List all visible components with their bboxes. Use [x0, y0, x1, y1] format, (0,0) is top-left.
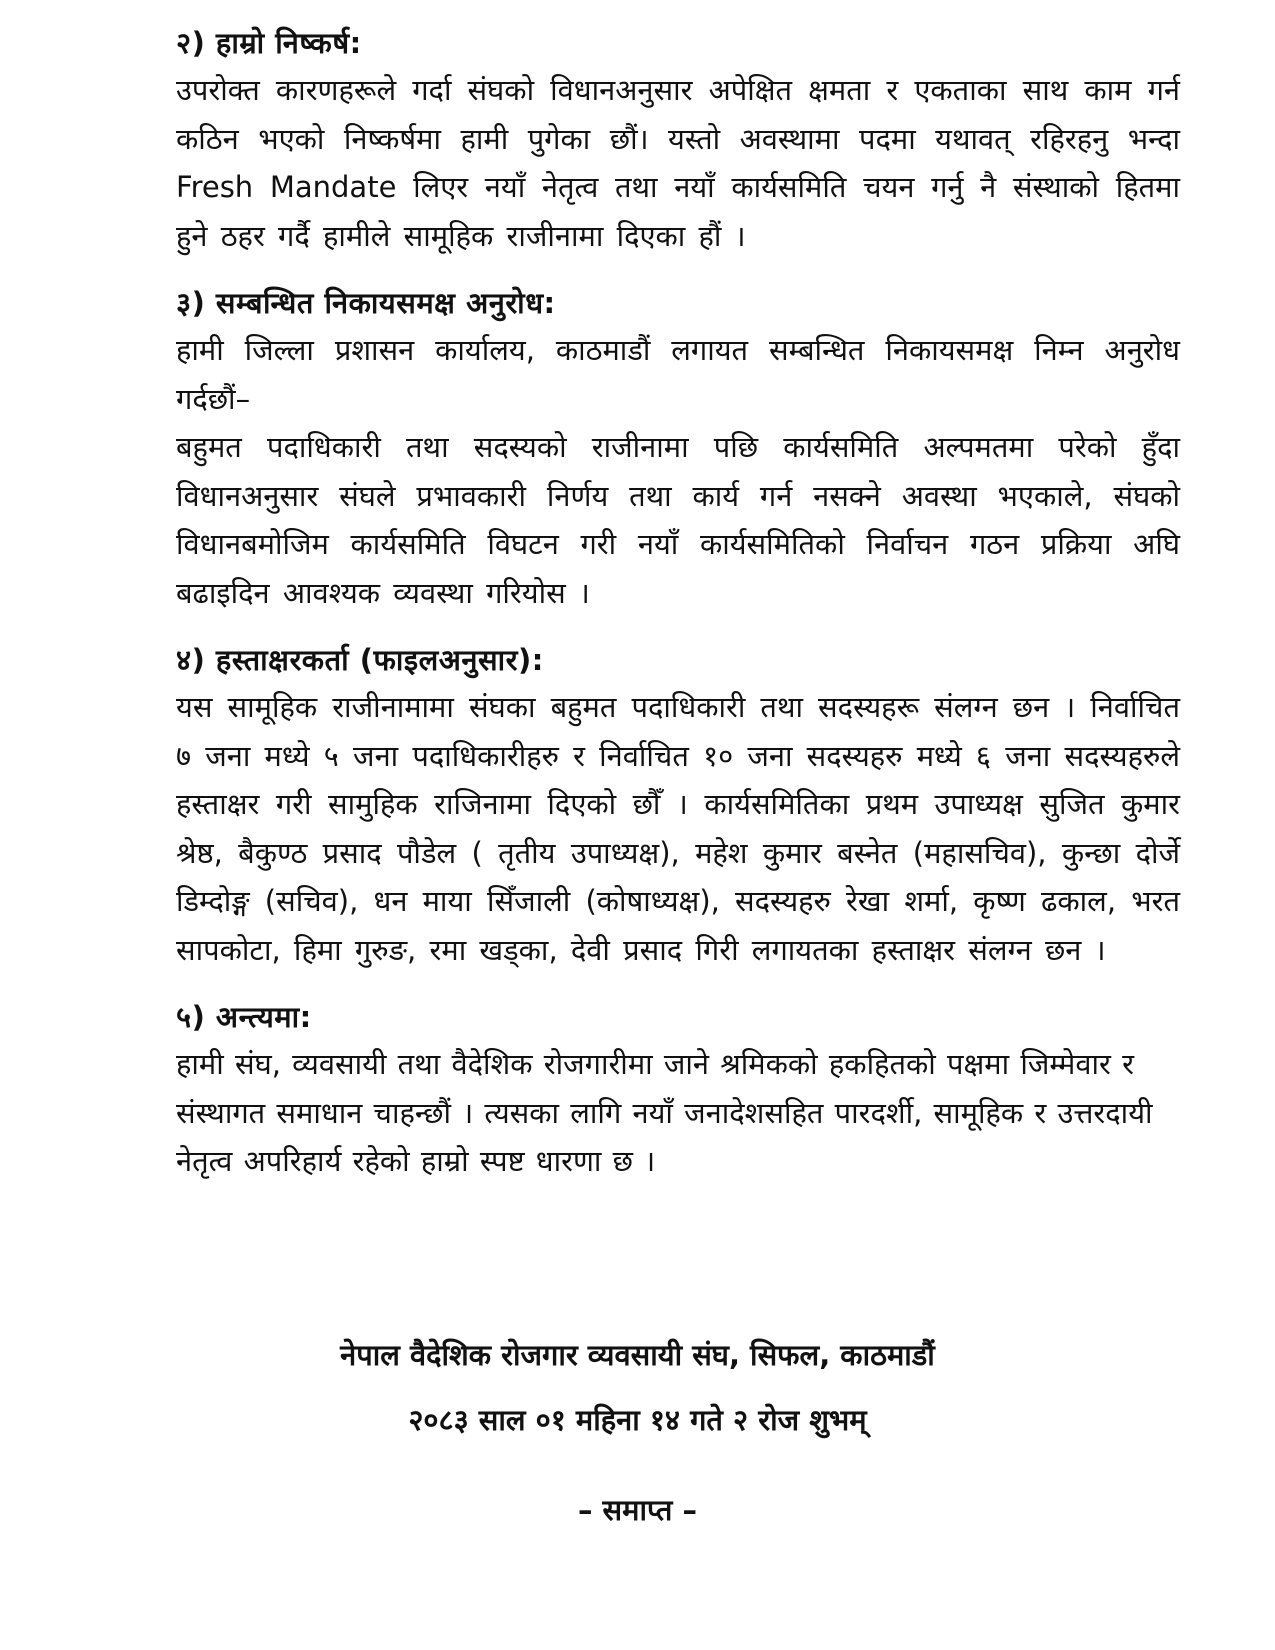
section-paragraph: उपरोक्त कारणहरूले गर्दा संघको विधानअनुसार अपेक्षित क्षमता र एकताका साथ काम गर्न कठिन भएको निष्कर्षमा हामी पुगेका छौं। यस्तो अवस्थामा पदमा यथावत् रहिरहनु भन्दा Fresh Mandate लिएर नयाँ नेतृत्व तथा नयाँ कार्यसमिति चयन गर्नु नै संस्थाको हितमा हुने ठहर गर्दै हामीले सामूहिक राजीनामा दिएका हौं । — [176, 73, 1180, 253]
section-heading: २) हाम्रो निष्कर्ष: — [176, 26, 362, 60]
section-paragraph: बहुमत पदाधिकारी तथा सदस्यको राजीनामा पछि कार्यसमिति अल्पमतमा परेको हुँदा विधानअनुसार संघले प्रभावकारी निर्णय तथा कार्य गर्न नसक्ने अवस्था भएकाले, संघको विधानबमोजिम कार्यसमिति विघटन गरी नयाँ कार्यसमितिको निर्वाचन गठन प्रक्रिया अघि बढाइदिन आवश्यक व्यवस्था गरियोस । — [176, 430, 1180, 610]
closing-mark: – समाप्त – — [577, 1493, 698, 1527]
section-signatories — [176, 637, 1180, 974]
section-request — [176, 280, 1180, 617]
section-paragraph: हामी जिल्ला प्रशासन कार्यालय, काठमाडौं लगायत सम्बन्धित निकायसमक्ष निम्न अनुरोध गर्दछौं– — [176, 333, 1180, 416]
section-heading: ४) हस्ताक्षरकर्ता (फाइलअनुसार): — [176, 643, 544, 677]
document-body — [176, 20, 1180, 1186]
section-paragraph: यस सामूहिक राजीनामामा संघका बहुमत पदाधिकारी तथा सदस्यहरू संलग्न छन । निर्वाचित ७ जना मध्ये ५ जना पदाधिकारीहरु र निर्वाचित १० जना सदस्यहरु मध्ये ६ जना सदस्यहरुले हस्ताक्षर गरी सामुहिक राजिनामा दिएको छौँ । कार्यसमितिका प्रथम उपाध्यक्ष सुजित कुमार श्रेष्ठ, बैकुण्ठ प्रसाद पौडेल ( तृतीय उपाध्यक्ष), महेश कुमार बस्नेत (महासचिव), कुन्छा दोर्जे डिम्दोङ्ग (सचिव), धन माया सिँजाली (कोषाध्यक्ष), सदस्यहरु रेखा शर्मा, कृष्ण ढकाल, भरत सापकोटा, हिमा गुरुङ, रमा खड्का, देवी प्रसाद गिरी लगायतका हस्ताक्षर संलग्न छन । — [176, 690, 1180, 967]
section-finally — [176, 994, 1180, 1186]
organization-name: नेपाल वैदेशिक रोजगार व्यवसायी संघ, सिफल, काठमाडौं — [340, 1338, 935, 1372]
section-paragraph: हामी संघ, व्यवसायी तथा वैदेशिक रोजगारीमा जाने श्रमिकको हकहितको पक्षमा जिम्मेवार र संस्थागत समाधान चाहन्छौं । त्यसका लागि नयाँ जनादेशसहित पारदर्शी, सामूहिक र उत्तरदायी नेतृत्व अपरिहार्य रहेको हाम्रो स्पष्ट धारणा छ । — [176, 1047, 1153, 1178]
section-heading: ५) अन्त्यमा: — [176, 1000, 312, 1034]
section-conclusion — [176, 20, 1180, 260]
section-heading: ३) सम्बन्धित निकायसमक्ष अनुरोध: — [176, 286, 556, 320]
document-date: २०८३ साल ०१ महिना १४ गते २ रोज शुभम् — [408, 1403, 867, 1437]
